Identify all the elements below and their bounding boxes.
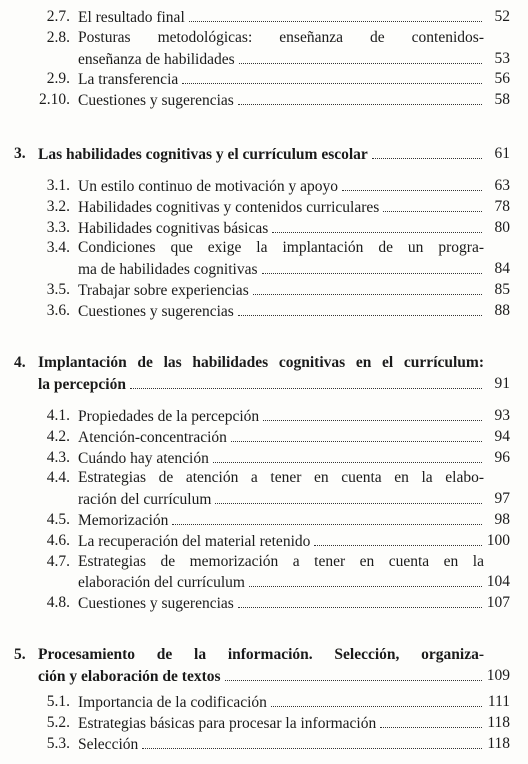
- dot-leader: [182, 68, 482, 84]
- entry-number: 2.10.: [39, 91, 70, 109]
- title-line: Cuándo hay atención: [78, 449, 209, 467]
- title-line-with-leader: [78, 68, 484, 90]
- entry-title: [78, 691, 484, 712]
- entry-number: 4.4.: [46, 469, 70, 487]
- title-line-with-leader: [78, 258, 484, 280]
- page-number: 88: [494, 301, 510, 319]
- entry-number: 3.2.: [46, 197, 70, 215]
- chapter-number: 4.: [14, 354, 26, 371]
- entry-title: [78, 89, 484, 110]
- page-number: 52: [494, 8, 510, 25]
- page-number: 97: [494, 490, 510, 508]
- title-line-with-leader: [78, 89, 484, 111]
- title-line-with-leader: [78, 571, 484, 593]
- dot-leader: [238, 89, 482, 105]
- title-line-with-leader: [78, 217, 484, 239]
- title-line: Propiedades de la percepción: [78, 408, 260, 425]
- title-line: La transferencia: [78, 71, 179, 89]
- dot-leader: [314, 530, 482, 546]
- toc-entry[interactable]: [0, 447, 528, 468]
- entry-number: 4.3.: [46, 448, 70, 466]
- dot-leader: [189, 6, 482, 22]
- dot-leader: [372, 143, 482, 159]
- dot-leader: [225, 665, 482, 681]
- page-number: 118: [487, 734, 510, 752]
- entry-number: 4.7.: [46, 552, 70, 570]
- dot-leader: [263, 405, 482, 421]
- entry-number: 3.4.: [46, 239, 70, 257]
- title-line-with-leader: [78, 426, 484, 448]
- title-line-with-leader: [78, 592, 484, 614]
- title-line: elaboración del currículum: [78, 574, 245, 592]
- page-number: 85: [494, 281, 510, 298]
- page-number: 53: [494, 49, 510, 67]
- page-number: 111: [487, 693, 510, 710]
- toc-chapter[interactable]: [0, 143, 528, 164]
- title-line-with-leader: [78, 6, 484, 28]
- title-line: ción y elaboración de textos: [38, 667, 221, 685]
- title-line: Las habilidades cognitivas y el currículum escolar: [38, 146, 368, 163]
- title-line: enseñanza de habilidades: [78, 50, 235, 68]
- title-line: la percepción: [38, 375, 126, 393]
- toc-chapter[interactable]: [0, 644, 528, 686]
- title-line: ma de habilidades cognitivas: [78, 261, 258, 279]
- page-number: 100: [486, 531, 510, 549]
- toc-entry[interactable]: [0, 592, 528, 613]
- title-line-with-leader: [78, 196, 484, 218]
- dot-leader: [239, 48, 482, 64]
- title-line: Implantación de las habilidades cognitivas en el currículum:: [38, 354, 484, 371]
- page-number: 118: [487, 713, 510, 731]
- dot-leader: [231, 426, 482, 442]
- entry-title: [78, 68, 484, 89]
- entry-number: 3.5.: [46, 281, 70, 298]
- page-number: 61: [494, 145, 510, 162]
- entry-number: 4.1.: [46, 407, 70, 424]
- dot-leader: [262, 258, 483, 274]
- title-line: Estrategias de atención a tener en cuenta en la elabo-: [78, 469, 484, 487]
- page-number: 56: [494, 70, 510, 88]
- entry-number: 4.5.: [46, 511, 70, 528]
- entry-title: [78, 196, 484, 217]
- dot-leader: [142, 733, 482, 749]
- dot-leader: [380, 712, 482, 728]
- page-number: 109: [486, 666, 510, 684]
- title-line-with-leader: [78, 447, 484, 469]
- title-line-with-leader: [78, 733, 484, 755]
- title-line-with-leader: [78, 530, 484, 552]
- toc-entry[interactable]: [0, 691, 528, 712]
- page-number: 107: [486, 594, 510, 612]
- page-number: 93: [494, 407, 510, 424]
- page-number: 80: [494, 218, 510, 236]
- dot-leader: [213, 447, 482, 463]
- entry-number: 4.8.: [46, 594, 70, 612]
- title-line: Estrategias básicas para procesar la información: [78, 714, 377, 732]
- title-line-with-leader: [78, 48, 484, 70]
- entry-title: [78, 279, 484, 300]
- entry-number: 3.6.: [46, 301, 70, 319]
- toc-entry[interactable]: [0, 551, 528, 593]
- toc-entry[interactable]: [0, 467, 528, 509]
- entry-title: [78, 175, 484, 196]
- title-line: Atención-concentración: [78, 428, 227, 446]
- title-line: Importancia de la codificación: [78, 694, 267, 711]
- entry-number: 2.9.: [46, 70, 70, 88]
- chapter-title: [38, 644, 484, 686]
- title-line: Un estilo continuo de motivación y apoyo: [78, 178, 339, 195]
- toc-entry[interactable]: [0, 6, 528, 27]
- title-line-with-leader: [78, 488, 484, 510]
- entry-title: [78, 467, 484, 509]
- title-line: ración del currículum: [78, 491, 212, 509]
- title-line: Estrategias de memorización a tener en cuenta en la: [78, 552, 484, 570]
- page-number: 96: [494, 448, 510, 466]
- toc-entry[interactable]: [0, 426, 528, 447]
- dot-leader: [272, 217, 482, 233]
- dot-leader: [215, 488, 482, 504]
- toc-chapter[interactable]: [0, 352, 528, 394]
- title-line: Cuestiones y sugerencias: [78, 595, 234, 613]
- page-number: 98: [494, 511, 510, 528]
- dot-leader: [342, 175, 482, 191]
- entry-title: [78, 551, 484, 593]
- entry-title: [78, 6, 484, 27]
- dot-leader: [253, 279, 482, 295]
- page-number: 58: [494, 91, 510, 109]
- title-line-with-leader: [78, 175, 484, 197]
- entry-title: [78, 27, 484, 69]
- dot-leader: [383, 196, 482, 212]
- title-line: Condiciones que exige la implantación de un progra-: [78, 239, 484, 257]
- entry-number: 2.7.: [46, 8, 70, 25]
- title-line: El resultado final: [78, 9, 185, 26]
- title-line-with-leader: [78, 300, 484, 322]
- page-number: 78: [494, 197, 510, 215]
- entry-title: [78, 300, 484, 321]
- toc-entry[interactable]: [0, 509, 528, 530]
- title-line-with-leader: [78, 405, 484, 427]
- entry-number: 3.1.: [46, 177, 70, 194]
- entry-number: 4.6.: [46, 531, 70, 549]
- entry-title: [78, 237, 484, 279]
- toc-entry[interactable]: [0, 530, 528, 551]
- entry-number: 4.2.: [46, 427, 70, 445]
- toc-entry[interactable]: [0, 237, 528, 279]
- toc-entry[interactable]: [0, 405, 528, 426]
- chapter-number: 5.: [14, 646, 26, 663]
- title-line: Cuestiones y sugerencias: [78, 92, 234, 110]
- toc-entry[interactable]: [0, 712, 528, 733]
- title-line: Habilidades cognitivas y contenidos curriculares: [78, 198, 380, 216]
- toc-entry[interactable]: [0, 279, 528, 300]
- dot-leader: [238, 592, 482, 608]
- title-line: Selección: [78, 735, 139, 753]
- page-number: 63: [494, 177, 510, 194]
- title-line: Habilidades cognitivas básicas: [78, 219, 269, 237]
- entry-title: [78, 405, 484, 426]
- toc-entry[interactable]: [0, 217, 528, 238]
- title-line-with-leader: [38, 373, 484, 395]
- title-line: Posturas metodológicas: enseñanza de contenidos-: [78, 28, 484, 46]
- toc-entry[interactable]: [0, 733, 528, 754]
- title-line-with-leader: [78, 279, 484, 301]
- entry-title: [78, 733, 484, 754]
- entry-title: [78, 509, 484, 530]
- toc-entry[interactable]: [0, 27, 528, 69]
- title-line-with-leader: [78, 712, 484, 734]
- toc-entry[interactable]: [0, 68, 528, 89]
- title-line: Procesamiento de la información. Selección, organiza-: [38, 646, 484, 663]
- chapter-title: [38, 352, 484, 394]
- entry-title: [78, 530, 484, 551]
- title-line-with-leader: [78, 691, 484, 713]
- entry-title: [78, 426, 484, 447]
- dot-leader: [130, 373, 482, 389]
- dot-leader: [249, 571, 482, 587]
- toc-entry[interactable]: [0, 175, 528, 196]
- toc-entry[interactable]: [0, 300, 528, 321]
- entry-title: [78, 712, 484, 733]
- page-number: 94: [494, 427, 510, 445]
- entry-title: [78, 592, 484, 613]
- title-line-with-leader: [38, 665, 484, 687]
- entry-title: [78, 447, 484, 468]
- entry-number: 2.8.: [46, 28, 70, 46]
- entry-number: 5.2.: [46, 713, 70, 731]
- entry-title: [78, 217, 484, 238]
- title-line-with-leader: [38, 143, 484, 165]
- chapter-title: [38, 143, 484, 164]
- page-number: 104: [486, 573, 510, 591]
- toc-entry[interactable]: [0, 196, 528, 217]
- title-line: La recuperación del material retenido: [78, 532, 311, 550]
- title-line: Memorización: [78, 512, 169, 529]
- page-number: 91: [494, 374, 510, 392]
- title-line-with-leader: [78, 509, 484, 531]
- entry-number: 5.1.: [46, 693, 70, 710]
- entry-number: 3.3.: [46, 218, 70, 236]
- title-line: Trabajar sobre experiencias: [78, 282, 249, 299]
- toc-entry[interactable]: [0, 89, 528, 110]
- entry-number: 5.3.: [46, 734, 70, 752]
- dot-leader: [238, 300, 482, 316]
- page-number: 84: [494, 260, 510, 278]
- dot-leader: [271, 691, 482, 707]
- dot-leader: [172, 509, 482, 525]
- title-line: Cuestiones y sugerencias: [78, 302, 234, 320]
- chapter-number: 3.: [14, 145, 26, 162]
